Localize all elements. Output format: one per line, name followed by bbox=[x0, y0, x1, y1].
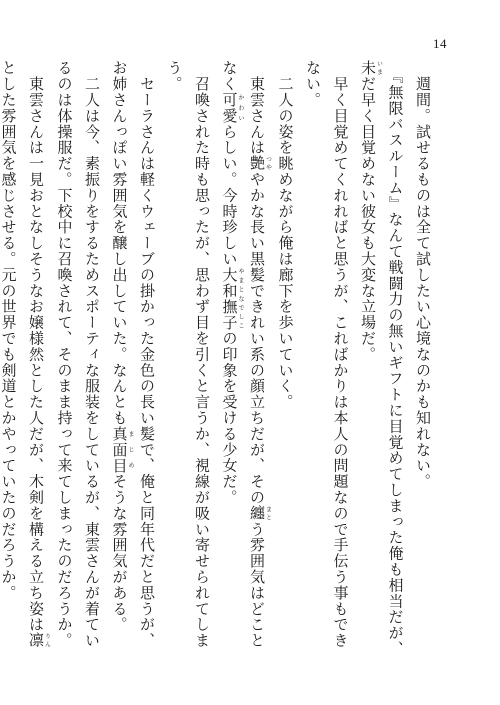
ruby-base: 纏 bbox=[248, 505, 266, 522]
text-run: セーラさんは軽くウェーブの掛かった金色の長い髪で、俺と同年代だと思うが、お姉さんっぽい雰囲気を醸し出していた。なんとも bbox=[110, 60, 156, 649]
paragraph bbox=[50, 60, 105, 660]
ruby-word bbox=[248, 505, 272, 522]
paragraph bbox=[409, 60, 437, 660]
text-run: らしい。今時珍しい bbox=[220, 123, 239, 267]
ruby-word bbox=[27, 632, 51, 649]
ruby-word bbox=[220, 266, 244, 331]
ruby-word bbox=[110, 425, 134, 474]
ruby-word bbox=[359, 60, 383, 76]
text-run: 『無限バスルーム』なんて戦闘力の無いギフトに目覚めてしまった俺も相当だが、 bbox=[386, 75, 405, 657]
ruby-base: 真面目 bbox=[110, 425, 129, 474]
ruby-base: 大和撫子 bbox=[220, 266, 239, 331]
paragraph bbox=[105, 60, 160, 660]
ruby-base: 可愛 bbox=[220, 91, 239, 124]
text-run: 週間。試せるものは全て試したい心境なのかも知れない。 bbox=[414, 75, 432, 490]
ruby-reading: つや bbox=[264, 155, 272, 172]
paragraph bbox=[354, 60, 409, 660]
text-run: だ早く目覚めない彼女も大変な立場だ。 bbox=[359, 75, 377, 363]
text-run: 二人の姿を眺めながら俺は廊下を歩いていく。 bbox=[276, 75, 295, 410]
text-run: とした雰囲気を感じさせる。元の世界でも剣道とかやっていたのだろうか。 bbox=[0, 60, 18, 601]
text-run: 東雲さんは bbox=[248, 75, 266, 156]
paragraph bbox=[271, 60, 299, 660]
ruby-reading: やまとなでしこ bbox=[237, 266, 244, 331]
text-run: 早く目覚めてくれればと思うが、こればかりは本人の問題なので手伝う事もできない。 bbox=[304, 60, 350, 649]
text-run: う雰囲気はどことなく bbox=[220, 60, 266, 649]
ruby-word bbox=[248, 155, 272, 172]
ruby-reading: まじめ bbox=[127, 425, 134, 474]
ruby-reading: かわい bbox=[237, 91, 244, 124]
text-run: 召喚された時も思ったが、思わず目を引くと言うか、視線が吸い寄せられてしまう。 bbox=[165, 60, 211, 649]
paragraph bbox=[215, 60, 271, 660]
body-text bbox=[0, 60, 436, 660]
text-run: 二人は今、素振りをするためスポーティな服装をしているが、東雲さんが着ているのは体操服だ。下校中に召喚されて、そのまま持って来てしまったのだろうか。 bbox=[55, 60, 101, 649]
ruby-base: 艶 bbox=[248, 155, 266, 172]
paragraph bbox=[299, 60, 354, 660]
ruby-word bbox=[220, 91, 244, 124]
ruby-reading: いま bbox=[375, 60, 383, 76]
text-run: そうな雰囲気がある。 bbox=[110, 473, 129, 633]
ruby-base: 凛 bbox=[27, 632, 45, 649]
paragraph bbox=[0, 60, 50, 660]
ruby-reading: まと bbox=[264, 505, 272, 522]
ruby-base: 未 bbox=[359, 60, 377, 76]
paragraph bbox=[160, 60, 215, 660]
ruby-reading: りん bbox=[43, 632, 51, 649]
page-number: 14 bbox=[433, 36, 447, 51]
text-run: やかな長い黒髪できれい系の顔立ちだが、その bbox=[248, 171, 266, 506]
text-run: 東雲さんは一見おとなしそうなお嬢様然とした人だが、木剣を構える立ち姿は bbox=[27, 75, 45, 633]
text-run: の印象を受ける少女だ。 bbox=[220, 330, 239, 506]
